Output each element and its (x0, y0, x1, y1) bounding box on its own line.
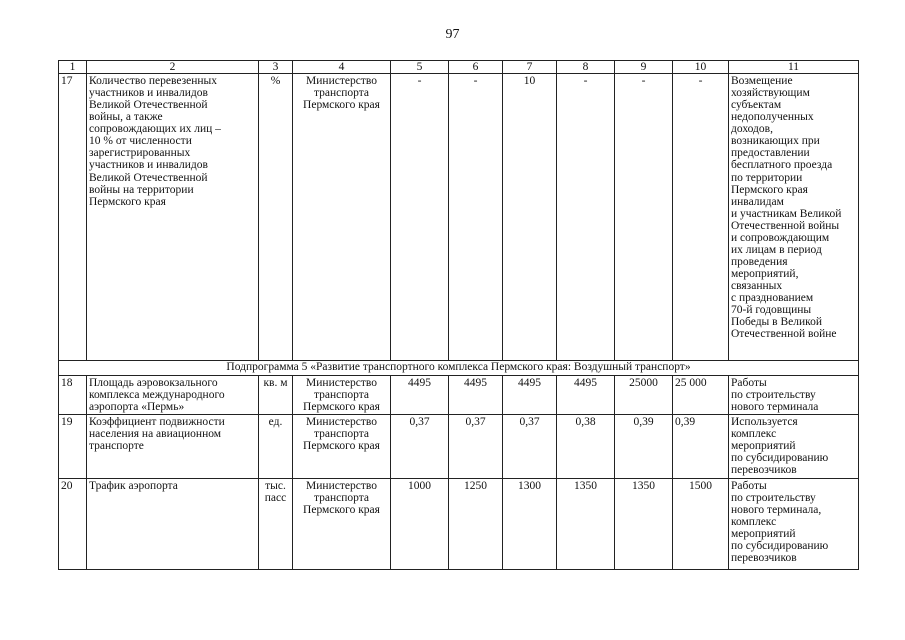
indicator-name: Площадь аэровокзального комплекса международного аэропорта «Пермь» (87, 376, 259, 415)
header-cell: 7 (503, 61, 557, 74)
page-number: 97 (445, 27, 460, 42)
value-col10: 0,39 (673, 415, 729, 478)
row-number: 20 (59, 478, 87, 569)
value-col10: 25 000 (673, 376, 729, 415)
value-col7: 0,37 (503, 415, 557, 478)
row-number: 17 (59, 74, 87, 361)
value-col7: 10 (503, 74, 557, 361)
value-col6: 4495 (449, 376, 503, 415)
indicator-name: Коэффициент подвижности населения на авиационном транспорте (87, 415, 259, 478)
responsible-cell: Министерство транспорта Пермского края (293, 74, 391, 361)
table-header-row (59, 61, 859, 74)
value-col6: 0,37 (449, 415, 503, 478)
value-col10: - (673, 74, 729, 361)
note-cell: Возмещение хозяйствующим субъектам недополученных доходов, возникающих при предоставлении бесплатного проезда по территории Пермского края инвалидам и участникам Великой Отечественной войны и сопровождающим их лицам в период проведения мероприятий, связанных с празднованием 70-й годовщины Победы в Великой Отечественной войне (729, 74, 859, 361)
table-row (59, 74, 859, 361)
value-col8: 4495 (557, 376, 615, 415)
responsible-cell: Министерство транспорта Пермского края (293, 478, 391, 569)
unit-cell: тыс. пасс (259, 478, 293, 569)
indicator-name: Количество перевезенных участников и инвалидов Великой Отечественной войны, а также сопровождающих их лиц – 10 % от численности зарегистрированных участников и инвалидов Великой Отечественной войны на территории Пермского края (87, 74, 259, 361)
table-row (59, 376, 859, 415)
value-col7: 4495 (503, 376, 557, 415)
header-cell: 1 (59, 61, 87, 74)
unit-cell: % (259, 74, 293, 361)
header-cell: 3 (259, 61, 293, 74)
value-col5: 0,37 (391, 415, 449, 478)
indicators-table (58, 60, 859, 570)
subprogram-title: Подпрограмма 5 «Развитие транспортного комплекса Пермского края: Воздушный транспорт» (59, 361, 859, 376)
value-col6: - (449, 74, 503, 361)
responsible-cell: Министерство транспорта Пермского края (293, 415, 391, 478)
header-cell: 11 (729, 61, 859, 74)
header-cell: 5 (391, 61, 449, 74)
row-number: 19 (59, 415, 87, 478)
value-col9: 0,39 (615, 415, 673, 478)
value-col7: 1300 (503, 478, 557, 569)
unit-cell: ед. (259, 415, 293, 478)
header-cell: 9 (615, 61, 673, 74)
indicator-name: Трафик аэропорта (87, 478, 259, 569)
value-col6: 1250 (449, 478, 503, 569)
value-col5: 1000 (391, 478, 449, 569)
table-row (59, 478, 859, 569)
header-cell: 4 (293, 61, 391, 74)
header-cell: 6 (449, 61, 503, 74)
row-number: 18 (59, 376, 87, 415)
header-cell: 8 (557, 61, 615, 74)
value-col8: 0,38 (557, 415, 615, 478)
value-col9: - (615, 74, 673, 361)
subprogram-row (59, 361, 859, 376)
note-cell: Работы по строительству нового терминала, комплекс мероприятий по субсидированию перевозчиков (729, 478, 859, 569)
value-col9: 25000 (615, 376, 673, 415)
header-cell: 10 (673, 61, 729, 74)
unit-cell: кв. м (259, 376, 293, 415)
note-cell: Используется комплекс мероприятий по субсидированию перевозчиков (729, 415, 859, 478)
table-row (59, 415, 859, 478)
value-col9: 1350 (615, 478, 673, 569)
value-col10: 1500 (673, 478, 729, 569)
value-col5: - (391, 74, 449, 361)
note-cell: Работы по строительству нового терминала (729, 376, 859, 415)
header-cell: 2 (87, 61, 259, 74)
responsible-cell: Министерство транспорта Пермского края (293, 376, 391, 415)
value-col8: - (557, 74, 615, 361)
value-col5: 4495 (391, 376, 449, 415)
value-col8: 1350 (557, 478, 615, 569)
